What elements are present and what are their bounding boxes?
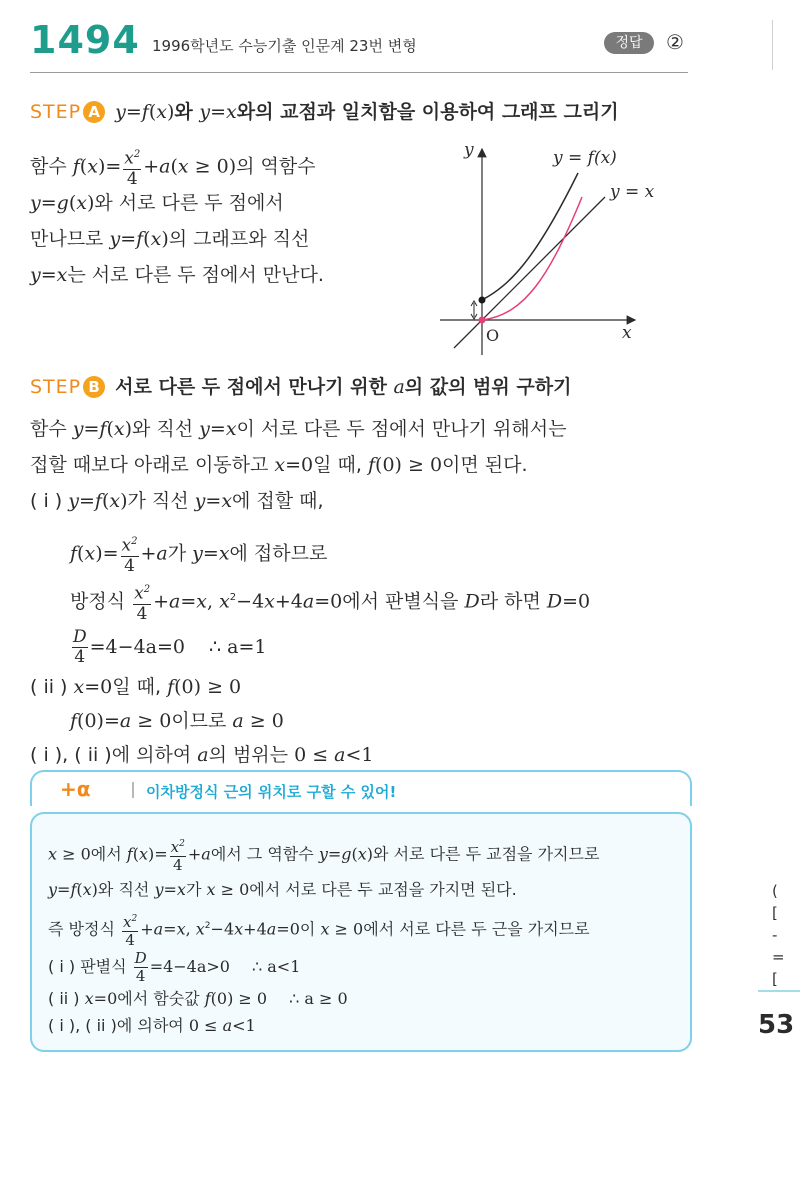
text: 와 직선: [97, 880, 155, 899]
step-b-label: STEP: [30, 376, 82, 398]
text: 함수: [30, 155, 73, 178]
point-origin: [479, 317, 486, 324]
text: 일 때,: [112, 676, 168, 698]
text: 만나므로: [30, 228, 110, 250]
text: 에서 서로 다른 두 근을 가지므로: [363, 919, 590, 939]
step-a-line-2: y=g(x)와 서로 다른 두 점에서: [30, 192, 284, 214]
text: 서로 다른 두 점에서 만나기 위한: [115, 376, 394, 398]
side-mark: =: [772, 948, 785, 966]
tip-line-5: ( ii ) x=0에서 함숫값 f(0) ≥ 0 ∴ a ≥ 0: [48, 989, 348, 1008]
fraction: $\frac{x^2}{4}$: [121, 532, 139, 576]
fraction: $\frac{D}{4}$: [73, 627, 87, 667]
tip-box: [30, 812, 692, 1052]
fraction: $\frac{x^2}{4}$: [123, 913, 138, 949]
answer-badge: [604, 32, 654, 54]
text: 이므로: [171, 710, 233, 732]
text: 이: [299, 919, 321, 939]
step-a-title: STEP A y=f(x)와 y=x와의 교점과 일치함을 이용하여 그래프 그리기: [30, 101, 619, 123]
text: 와 서로 다른 두 교점을 가지므로: [373, 844, 600, 864]
step-a-letter: A: [83, 101, 105, 123]
text: 일 때,: [313, 454, 368, 476]
text: 함수: [30, 418, 73, 440]
step-b-intro-2: 접할 때보다 아래로 이동하고 x=0일 때, f(0) ≥ 0이면 된다.: [30, 454, 528, 476]
problem-source: 1996학년도 수능기출 인문계 23번 변형: [152, 37, 417, 55]
answer-value: ②: [666, 30, 684, 54]
text: ( i ), ( ii )에 의하여: [30, 744, 198, 766]
text: ( ii ): [30, 676, 74, 698]
origin-label: O: [486, 326, 500, 345]
side-mark: [: [772, 970, 778, 988]
step-a-line-4: y=x는 서로 다른 두 점에서 만난다.: [30, 264, 324, 286]
case-1-line-2: 방정식 $\frac{x^2}{4}$ +a=x, $x^2-4x+4a=0$에서 판별식을 D라 하면 D=0: [70, 580, 590, 624]
point-f0: [479, 297, 486, 304]
tip-title: 이차방정식 근의 위치로 구할 수 있어!: [146, 783, 397, 801]
side-mark: -: [772, 926, 778, 944]
curve-inverse: [482, 197, 582, 320]
text: 즉 방정식: [48, 919, 120, 939]
case-2-line-1: f(0)=a ≥ 0이므로 a ≥ 0: [70, 710, 284, 732]
tip-line-4: [48, 950, 300, 985]
step-a-line-1: 함수 f(x)= $\frac{x^2}{4}$ +a(x ≥ 0)의 역함수: [30, 145, 316, 189]
tip-header: [30, 770, 692, 806]
case-1-line-3: [70, 628, 266, 667]
tip-badge: +α: [60, 777, 91, 801]
text: 의 그래프와 직선: [168, 228, 310, 250]
fraction: $\frac{D}{4}$: [134, 949, 147, 985]
tip-line-3: 즉 방정식 $\frac{x^2}{4}$ +a=x, $x^2-4x+4a=0$이 x ≥ 0에서 서로 다른 두 근을 가지므로: [48, 913, 590, 949]
text: ( i ) 판별식: [48, 957, 132, 976]
step-a-label: STEP: [30, 101, 82, 123]
case-1-heading: ( i ) y=f(x)가 직선 y=x에 접할 때,: [30, 490, 324, 512]
result: ∴ a<1: [251, 957, 301, 976]
text: 가 직선: [127, 490, 195, 512]
text: 는 서로 다른 두 점에서 만난다.: [67, 264, 324, 286]
text: 의 역함수: [236, 155, 316, 178]
text: 가: [185, 880, 207, 899]
text: 에서 함숫값: [117, 989, 205, 1008]
text: 접할 때보다 아래로 이동하고: [30, 454, 275, 476]
text: 의 값의 범위 구하기: [404, 376, 572, 398]
text: 가: [167, 542, 193, 565]
line-y-equals-x: [454, 197, 605, 348]
side-rule: [758, 990, 800, 992]
case-2-heading: ( ii ) x=0일 때, f(0) ≥ 0: [30, 676, 242, 698]
step-a-title-text-1: 와: [174, 101, 200, 123]
text: 이 서로 다른 두 점에서 만나기 위해서는: [236, 418, 567, 440]
text: 에서 서로 다른 두 교점을 가지면 된다.: [249, 880, 517, 899]
x-axis-label: x: [622, 323, 632, 343]
equation: =4−4a=0: [89, 636, 185, 658]
curve-f: [482, 173, 578, 300]
text: ( i ), ( ii )에 의하여: [48, 1016, 189, 1035]
tip-line-2: y=f(x)와 직선 y=x가 x ≥ 0에서 서로 다른 두 교점을 가지면 된다.: [48, 880, 517, 899]
answer-badge-label: 정답: [615, 35, 643, 51]
header-divider: [30, 72, 688, 73]
case-1-line-1: f(x)= $\frac{x^2}{4}$ +a가 y=x에 접하므로: [70, 532, 327, 576]
curve-label: y = f(x): [553, 148, 617, 168]
step-a-line-3: 만나므로 y=f(x)의 그래프와 직선: [30, 228, 310, 250]
text: 에 접하므로: [229, 542, 328, 565]
step-b-intro-1: 함수 y=f(x)와 직선 y=x이 서로 다른 두 점에서 만나기 위해서는: [30, 418, 567, 440]
side-mark: [: [772, 904, 778, 922]
text: 에서: [90, 844, 127, 864]
text: ( i ): [30, 490, 69, 512]
problem-number: 1494: [30, 18, 140, 62]
step-b-title: STEP B 서로 다른 두 점에서 만나기 위한 a의 값의 범위 구하기: [30, 376, 572, 398]
conclusion: ( i ), ( ii )에 의하여 a의 범위는 0 ≤ a<1: [30, 744, 374, 766]
result: ∴ a ≥ 0: [289, 989, 348, 1008]
tip-divider: [132, 782, 134, 798]
text: 방정식: [70, 590, 132, 613]
text: 에서 판별식을: [342, 590, 465, 613]
fraction: $\frac{x^2}{4}$: [123, 145, 141, 189]
text: ( ii ): [48, 989, 85, 1008]
side-margin-marks: [772, 880, 785, 990]
page-number: 53: [758, 1010, 795, 1040]
line-label: y = x: [610, 182, 655, 202]
gutter-line: [772, 20, 773, 70]
step-b-letter: B: [83, 376, 105, 398]
tip-line-6: ( i ), ( ii )에 의하여 0 ≤ a<1: [48, 1016, 256, 1035]
text: 이면 된다.: [442, 454, 528, 476]
step-a-title-text-2: 와의 교점과 일치함을 이용하여 그래프 그리기: [236, 101, 619, 123]
y-axis-label: y: [464, 140, 474, 160]
text: 의 범위는: [208, 744, 295, 766]
fraction: $\frac{x^2}{4}$: [170, 838, 185, 874]
text: 에서 그 역함수: [210, 844, 319, 864]
equation: =4−4a>0: [149, 957, 230, 976]
function-graph: [430, 135, 670, 360]
tip-line-1: x ≥ 0에서 f(x)= $\frac{x^2}{4}$ +a에서 그 역함수 y=g(x)와 서로 다른 두 교점을 가지므로: [48, 838, 600, 874]
result: ∴ a=1: [209, 636, 267, 658]
text: 라 하면: [479, 590, 547, 613]
text: 와 직선: [132, 418, 200, 440]
side-mark: (: [772, 882, 778, 900]
fraction: $\frac{x^2}{4}$: [133, 580, 151, 624]
text: 에 접할 때,: [232, 490, 324, 512]
text: 와 서로 다른 두 점에서: [94, 192, 284, 214]
